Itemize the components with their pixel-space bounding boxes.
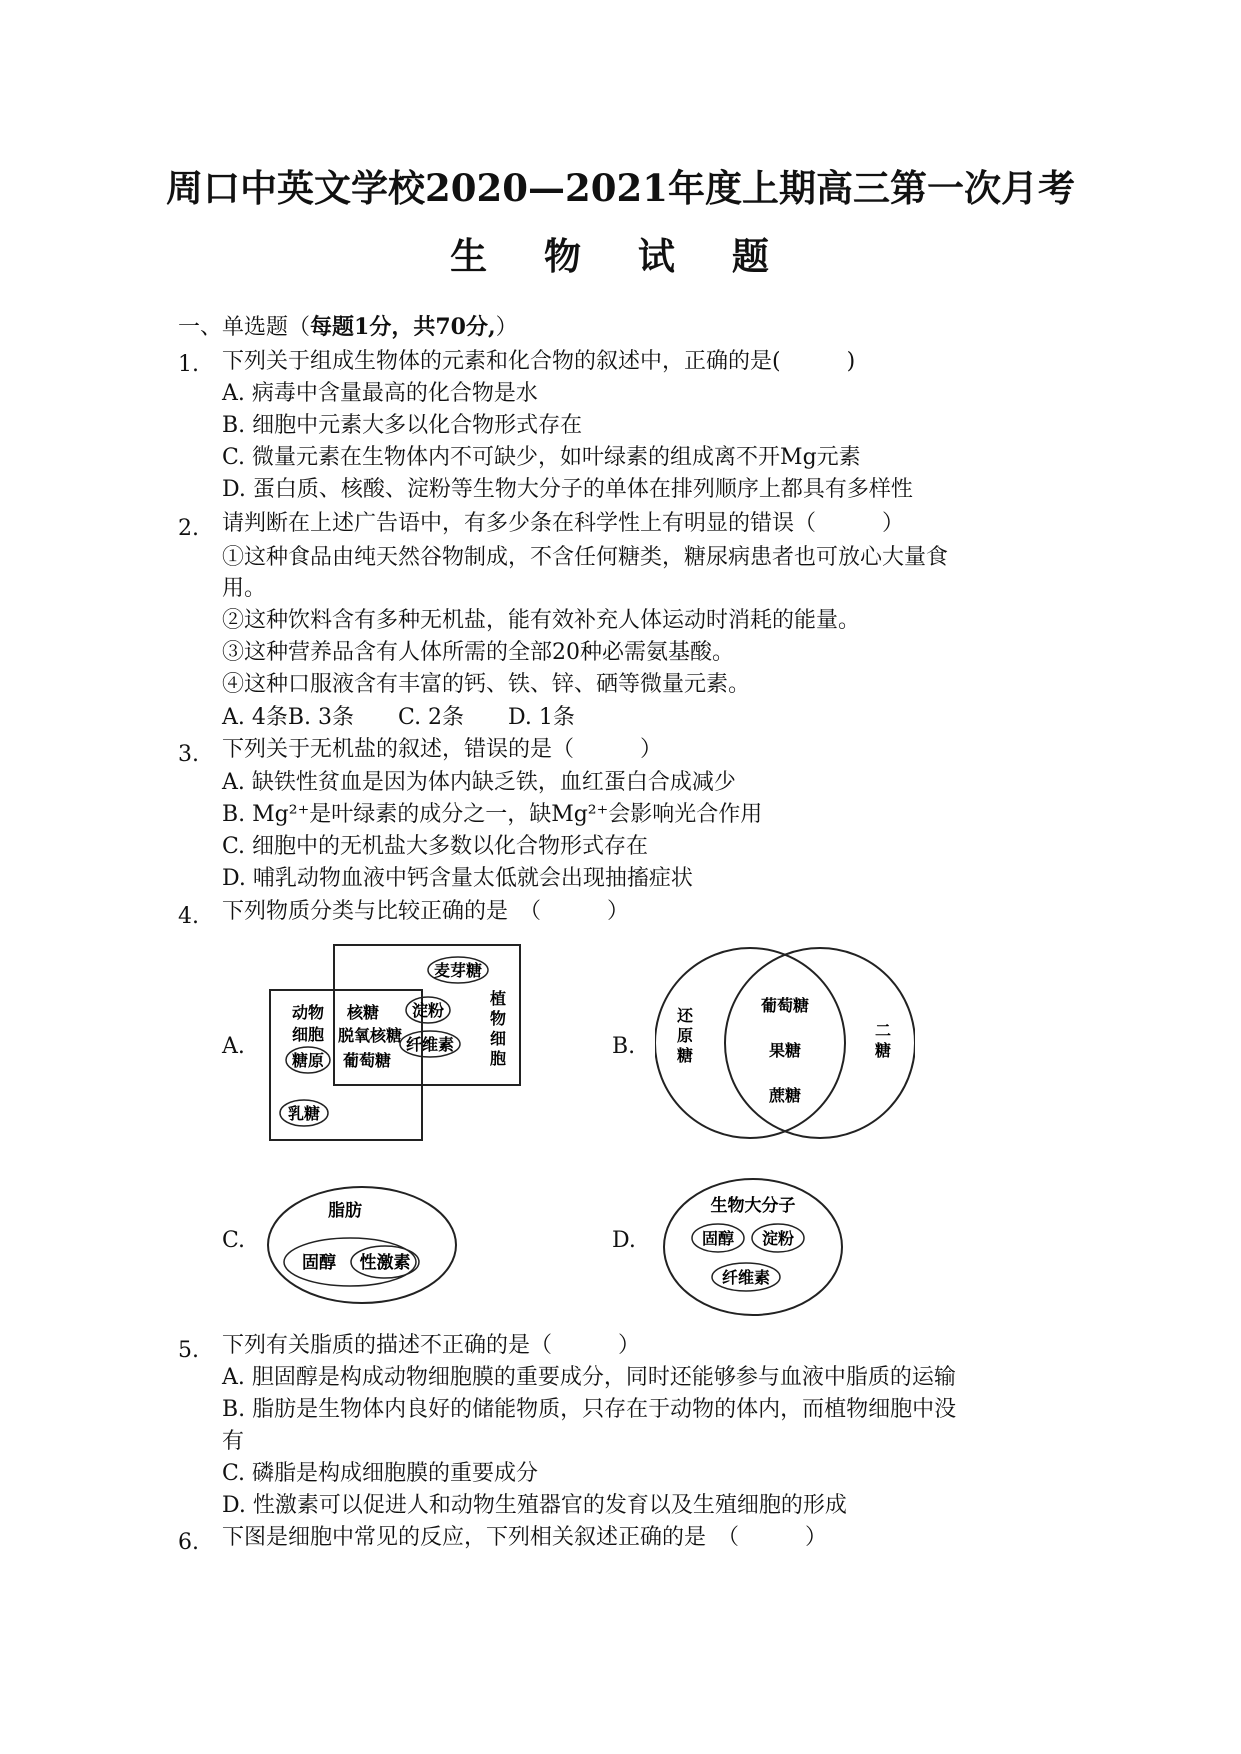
option-a: A. 病毒中含量最高的化合物是水 <box>222 381 538 406</box>
question-stem: 下列有关脂质的描述不正确的是（ ） <box>222 1333 641 1358</box>
question-number: 5. <box>178 1338 199 1363</box>
shared-sugar: 脱氧核糖 <box>337 1026 403 1045</box>
option-b-continued: 有 <box>222 1429 245 1454</box>
sterol-label: 固醇 <box>302 1253 336 1273</box>
question-stem: 下图是细胞中常见的反应，下列相关叙述正确的是 （ ） <box>222 1525 828 1550</box>
right-label: 二 <box>874 1021 892 1040</box>
cellulose-label: 纤维素 <box>721 1268 771 1287</box>
figure-label-a: A. <box>222 1034 245 1059</box>
question-number: 2. <box>178 516 199 541</box>
diagram-b <box>655 938 915 1148</box>
right-label: 糖 <box>874 1041 892 1060</box>
question-stem: 下列关于无机盐的叙述，错误的是（ ） <box>222 737 663 762</box>
question-number: 4. <box>178 904 199 929</box>
shared-sugar: 核糖 <box>346 1003 380 1022</box>
option-c: C. 磷脂是构成细胞膜的重要成分 <box>222 1461 539 1486</box>
figure-label-c: C. <box>222 1228 246 1253</box>
section-heading: 一、单选题（每题1分，共70分,） <box>178 314 518 340</box>
option-d: D. 蛋白质、核酸、淀粉等生物大分子的单体在排列顺序上都具有多样性 <box>222 477 913 502</box>
diagram-d <box>660 1175 850 1320</box>
option-b: B. 细胞中元素大多以化合物形式存在 <box>222 413 583 438</box>
macromolecule-label: 生物大分子 <box>710 1196 796 1216</box>
starch-label: 淀粉 <box>761 1229 795 1248</box>
option-a: A. 胆固醇是构成动物细胞膜的重要成分，同时还能够参与血液中脂质的运输 <box>222 1365 956 1390</box>
figure-label-b: B. <box>612 1034 636 1059</box>
fat-label: 脂肪 <box>328 1201 362 1221</box>
question-number: 1. <box>178 352 199 377</box>
exam-title: 周口中英文学校2020—2021年度上期高三第一次月考 <box>166 166 1075 210</box>
option-b: B. Mg²⁺是叶绿素的成分之一，缺Mg²⁺会影响光合作用 <box>222 802 763 827</box>
question-stem: 请判断在上述广告语中，有多少条在科学性上有明显的错误（ ） <box>222 511 905 536</box>
overlap-item: 葡萄糖 <box>760 996 810 1015</box>
statement-item: ①这种食品由纯天然谷物制成，不含任何糖类，糖尿病患者也可放心大量食 <box>222 545 949 570</box>
statement-item: ④这种口服液含有丰富的钙、铁、锌、硒等微量元素。 <box>222 672 751 697</box>
starch-label: 淀粉 <box>411 1001 445 1020</box>
lactose-label: 乳糖 <box>287 1104 321 1123</box>
cellulose-label: 纤维素 <box>405 1035 455 1054</box>
diagram-a <box>260 940 530 1150</box>
figure-label-d: D. <box>612 1228 636 1253</box>
diagram-c <box>265 1182 465 1312</box>
sex-hormone-label: 性激素 <box>359 1253 411 1273</box>
question-number: 6. <box>178 1530 199 1555</box>
left-label: 原 <box>676 1026 694 1045</box>
question-stem: 下列关于组成生物体的元素和化合物的叙述中，正确的是( ) <box>222 349 856 374</box>
option-a: A. 缺铁性贫血是因为体内缺乏铁，血红蛋白合成减少 <box>222 770 736 795</box>
animal-label: 动物 <box>291 1003 325 1022</box>
exam-subject: 生 物 试 题 <box>450 234 791 278</box>
animal-label: 细胞 <box>291 1025 325 1044</box>
overlap-item: 蔗糖 <box>768 1086 802 1105</box>
left-label: 糖 <box>676 1046 694 1065</box>
overlap-item: 果糖 <box>768 1041 802 1060</box>
plant-label: 物 <box>489 1009 507 1028</box>
plant-label: 细 <box>489 1029 507 1048</box>
left-label: 还 <box>676 1006 694 1025</box>
statement-item: 用。 <box>222 576 267 601</box>
plant-label: 植 <box>489 989 507 1008</box>
question-stem: 下列物质分类与比较正确的是 （ ） <box>222 899 630 924</box>
question-number: 3. <box>178 742 199 767</box>
option-d: D. 哺乳动物血液中钙含量太低就会出现抽搐症状 <box>222 866 693 891</box>
statement-item: ②这种饮料含有多种无机盐，能有效补充人体运动时消耗的能量。 <box>222 608 861 633</box>
option-c: C. 微量元素在生物体内不可缺少，如叶绿素的组成离不开Mg元素 <box>222 445 861 470</box>
sterol-label: 固醇 <box>701 1229 735 1248</box>
option-c: C. 细胞中的无机盐大多数以化合物形式存在 <box>222 834 649 859</box>
option-d: D. 性激素可以促进人和动物生殖器官的发育以及生殖细胞的形成 <box>222 1493 847 1518</box>
statement-item: ③这种营养品含有人体所需的全部20种必需氨基酸。 <box>222 640 734 665</box>
option-b: B. 脂肪是生物体内良好的储能物质，只存在于动物的体内，而植物细胞中没 <box>222 1397 957 1422</box>
glycogen-label: 糖原 <box>291 1051 325 1070</box>
shared-sugar: 葡萄糖 <box>342 1051 392 1070</box>
plant-label: 胞 <box>489 1049 507 1068</box>
options-line: A. 4条B. 3条 C. 2条 D. 1条 <box>222 705 575 730</box>
maltose-label: 麦芽糖 <box>433 961 483 980</box>
